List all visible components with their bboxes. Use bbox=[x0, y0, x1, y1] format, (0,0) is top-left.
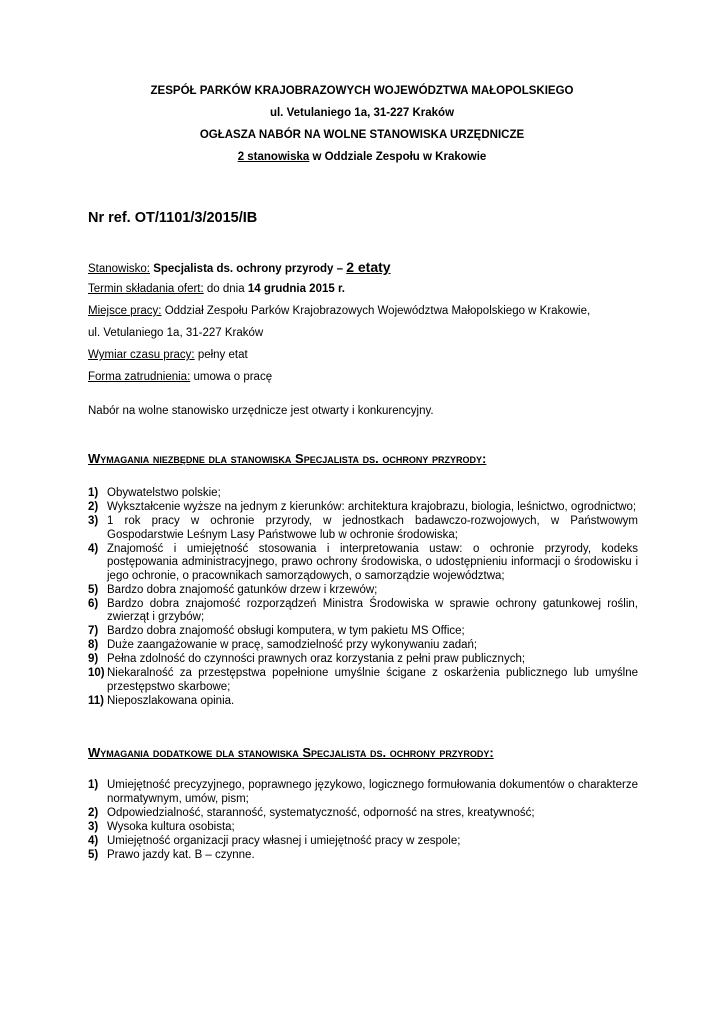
workplace-value: Oddział Zespołu Parków Krajobrazowych Województwa Małopolskiego w Krakowie, bbox=[161, 305, 591, 317]
list-item-number: 4) bbox=[88, 834, 99, 847]
required-list bbox=[88, 487, 638, 709]
list-item bbox=[88, 807, 638, 821]
list-item bbox=[88, 625, 638, 639]
list-item-text: Bardzo dobra znajomość obsługi komputera, w tym pakietu MS Office; bbox=[107, 625, 465, 637]
additional-list bbox=[88, 779, 638, 863]
position-field bbox=[88, 256, 590, 278]
list-item bbox=[88, 487, 638, 501]
required-section-title: Wymagania niezbędne dla stanowiska Specjalista ds. ochrony przyrody: bbox=[88, 451, 487, 466]
list-item-number: 3) bbox=[88, 515, 99, 527]
list-item bbox=[88, 501, 638, 515]
job-details bbox=[88, 256, 590, 388]
list-item-text: Duże zaangażowanie w pracę, samodzielność przy wykonywaniu zadań; bbox=[107, 639, 478, 651]
deadline-prefix: do dnia bbox=[203, 283, 248, 295]
employment-form-field bbox=[88, 366, 590, 388]
working-hours-value: pełny etat bbox=[194, 349, 248, 361]
list-item-number: 2) bbox=[88, 501, 99, 513]
reference-number: Nr ref. OT/1101/3/2015/IB bbox=[88, 210, 258, 226]
workplace-field bbox=[88, 300, 590, 322]
list-item bbox=[88, 515, 638, 542]
list-item-text: Bardzo dobra znajomość gatunków drzew i krzewów; bbox=[107, 583, 378, 596]
list-item bbox=[88, 584, 638, 598]
list-item-number: 5) bbox=[88, 583, 99, 596]
list-item-text: Znajomość i umiejętność stosowania i interpretowania ustaw: o ochronie przyrody, kodeks postępowania administracyjnego, prawo ochrony środowiska, o udostępnieniu informacji o środowisku i jego ochronie, o pracownikach samorządowych, o samorządzie województwa; bbox=[107, 542, 638, 582]
employment-form-label: Forma zatrudnienia: bbox=[88, 371, 191, 383]
list-item-number: 2) bbox=[88, 806, 99, 819]
working-hours-field bbox=[88, 344, 590, 366]
list-item-text: Wykształcenie wyższe na jednym z kierunków: architektura krajobrazu, biologia, leśnictwo, ogrodnictwo; bbox=[107, 501, 637, 513]
list-item bbox=[88, 835, 638, 849]
deadline-label: Termin składania ofert: bbox=[88, 283, 204, 295]
list-item-text: Pełna zdolność do czynności prawnych oraz korzystania z pełni praw publicznych; bbox=[107, 653, 526, 665]
list-item-text: Umiejętność precyzyjnego, poprawnego językowo, logicznego formułowania dokumentów o charakterze normatywnym, umów, pism; bbox=[107, 779, 638, 805]
list-item bbox=[88, 849, 638, 863]
list-item-number: 3) bbox=[88, 820, 99, 833]
positions-location: w Oddziale Zespołu w Krakowie bbox=[309, 151, 487, 163]
list-item-text: Nieposzlakowana opinia. bbox=[107, 694, 235, 707]
list-item-number: 11) bbox=[88, 694, 104, 707]
working-hours-label: Wymiar czasu pracy: bbox=[88, 349, 195, 361]
list-item-text: Odpowiedzialność, staranność, systematyczność, odporność na stres, kreatywność; bbox=[107, 806, 535, 819]
list-item bbox=[88, 543, 638, 584]
list-item-text: Prawo jazdy kat. B – czynne. bbox=[107, 848, 255, 861]
additional-section-title: Wymagania dodatkowe dla stanowiska Specjalista ds. ochrony przyrody: bbox=[88, 745, 494, 760]
list-item-text: Niekaralność za przestępstwa popełnione umyślnie ścigane z oskarżenia publicznego lub umyślne przestępstwo skarbowe; bbox=[107, 667, 638, 693]
list-item bbox=[88, 779, 638, 806]
list-item-text: Obywatelstwo polskie; bbox=[107, 487, 221, 499]
organization-name: ZESPÓŁ PARKÓW KRAJOBRAZOWYCH WOJEWÓDZTWA MAŁOPOLSKIEGO bbox=[150, 85, 574, 97]
list-item-number: 10) bbox=[88, 667, 105, 679]
positions-summary bbox=[0, 146, 724, 168]
list-item bbox=[88, 598, 638, 625]
workplace-label: Miejsce pracy: bbox=[88, 305, 162, 317]
list-item-text: Wysoka kultura osobista; bbox=[107, 820, 235, 833]
list-item-text: Umiejętność organizacji pracy własnej i umiejętność pracy w zespole; bbox=[107, 834, 461, 847]
list-item bbox=[88, 821, 638, 835]
position-count: 2 etaty bbox=[346, 259, 391, 275]
list-item-text: 1 rok pracy w ochronie przyrody, w jednostkach badawczo-rozwojowych, w Państwowym Gospodarstwie Leśnym Lasy Państwowe lub w ochronie środowiska; bbox=[107, 515, 638, 541]
list-item-number: 5) bbox=[88, 848, 99, 861]
list-item-number: 1) bbox=[88, 779, 99, 791]
positions-count: 2 stanowiska bbox=[237, 151, 310, 163]
document-header bbox=[0, 80, 724, 168]
deadline-date: 14 grudnia 2015 r. bbox=[247, 283, 345, 295]
employment-form-value: umowa o pracę bbox=[190, 371, 273, 383]
position-value: Specjalista ds. ochrony przyrody – bbox=[150, 263, 347, 275]
deadline-field bbox=[88, 278, 590, 300]
announcement-title: OGŁASZA NABÓR NA WOLNE STANOWISKA URZĘDNICZE bbox=[199, 129, 525, 141]
list-item-text: Bardzo dobra znajomość rozporządzeń Ministra Środowiska w sprawie ochrony gatunkowej roślin, zwierząt i grzybów; bbox=[107, 597, 638, 623]
list-item-number: 1) bbox=[88, 487, 99, 499]
list-item-number: 6) bbox=[88, 597, 99, 610]
list-item-number: 9) bbox=[88, 653, 99, 665]
organization-address: ul. Vetulaniego 1a, 31-227 Kraków bbox=[269, 107, 455, 119]
list-item bbox=[88, 653, 638, 667]
position-label: Stanowisko: bbox=[88, 263, 151, 275]
list-item-number: 7) bbox=[88, 625, 99, 637]
list-item bbox=[88, 667, 638, 694]
list-item-number: 4) bbox=[88, 542, 99, 555]
list-item bbox=[88, 639, 638, 653]
list-item-number: 8) bbox=[88, 639, 99, 651]
workplace-address: ul. Vetulaniego 1a, 31-227 Kraków bbox=[88, 327, 264, 339]
list-item bbox=[88, 695, 638, 709]
intro-text: Nabór na wolne stanowisko urzędnicze jest otwarty i konkurencyjny. bbox=[88, 405, 434, 417]
